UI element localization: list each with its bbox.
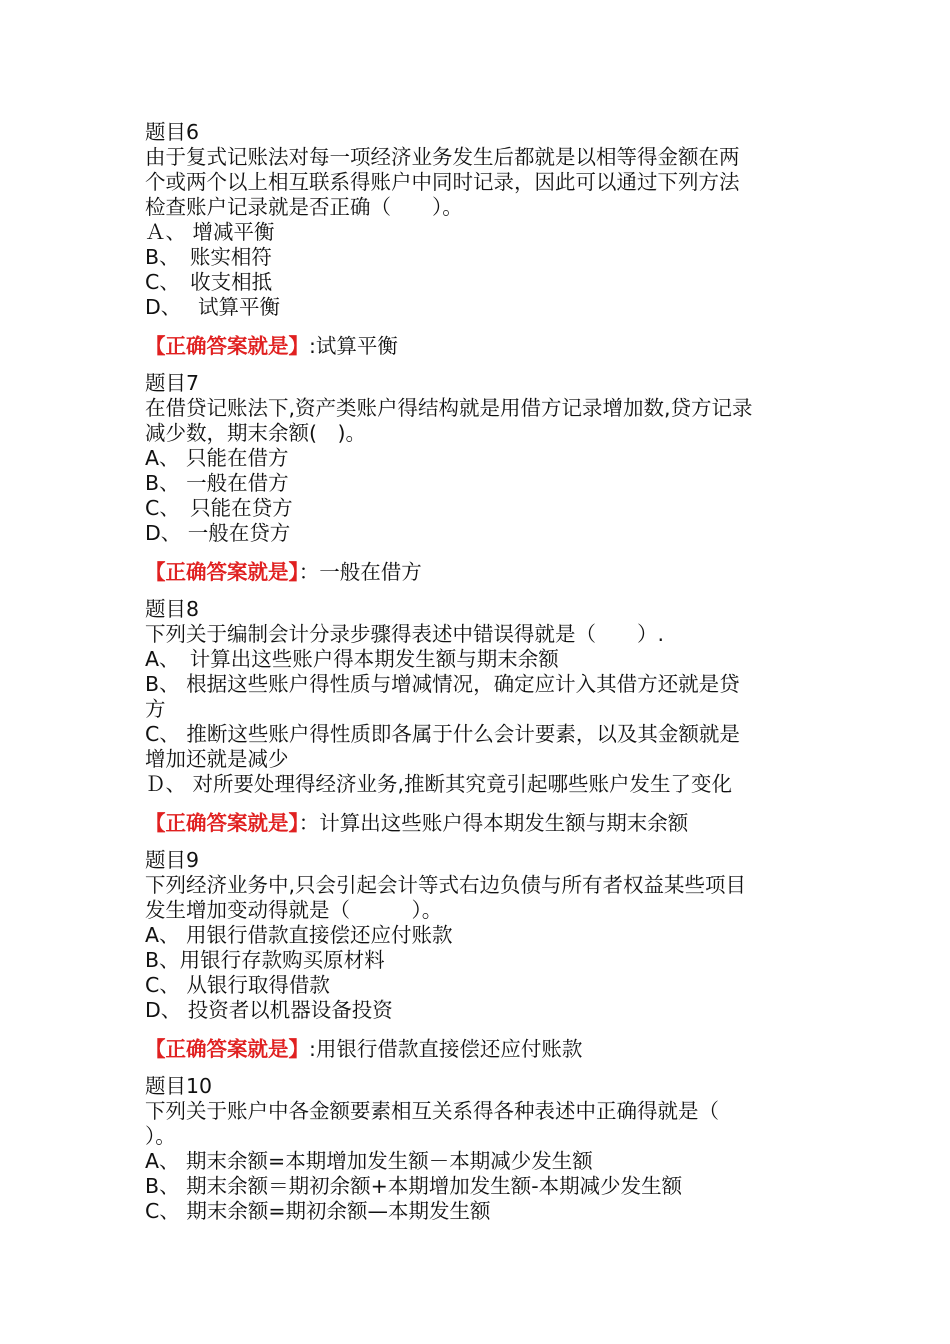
option-d: D、 投资者以机器设备投资 xyxy=(145,998,393,1022)
question-stem-line: 下列经济业务中,只会引起会计等式右边负债与所有者权益某些项目 xyxy=(145,873,747,897)
answer-text: ：计算出这些账户得本期发生额与期末余额 xyxy=(298,811,689,835)
answer-text: ：一般在借方 xyxy=(298,560,422,584)
option-a: A、 计算出这些账户得本期发生额与期末余额 xyxy=(145,647,559,671)
question-title: 题目6 xyxy=(145,120,200,144)
correct-answer xyxy=(145,560,813,585)
question-stem-line: 检查账户记录就是否正确（ ）。 xyxy=(145,195,463,219)
option-c: C、 收支相抵 xyxy=(145,270,273,294)
answer-text: :用银行借款直接偿还应付账款 xyxy=(309,1037,583,1061)
question-stem-line: 在借贷记账法下,资产类账户得结构就是用借方记录增加数,贷方记录 xyxy=(145,396,753,420)
option-d: Ｄ、 对所要处理得经济业务,推断其究竟引起哪些账户发生了变化 xyxy=(145,772,733,796)
answer-text: :试算平衡 xyxy=(309,334,398,358)
option-a: A、 用银行借款直接偿还应付账款 xyxy=(145,923,453,947)
option-c: C、 期末余额=期初余额—本期发生额 xyxy=(145,1199,491,1223)
answer-label: 【正确答案就是】 xyxy=(145,560,299,584)
question-6 xyxy=(145,120,813,359)
question-title: 题目10 xyxy=(145,1074,213,1098)
correct-answer xyxy=(145,334,813,359)
option-d: D、 试算平衡 xyxy=(145,295,281,319)
question-10 xyxy=(145,1074,813,1224)
option-c: C、 推断这些账户得性质即各属于什么会计要素，以及其金额就是 xyxy=(145,722,740,746)
option-a: Ａ、 增减平衡 xyxy=(145,220,275,244)
option-c: C、 只能在贷方 xyxy=(145,496,293,520)
question-stem-line: 减少数，期末余额( )。 xyxy=(145,421,366,445)
document-page xyxy=(145,120,813,1224)
question-stem-line: 下列关于账户中各金额要素相互关系得各种表述中正确得就是（ xyxy=(145,1099,719,1123)
question-title: 题目7 xyxy=(145,371,200,395)
option-b: B、 期末余额＝期初余额+本期增加发生额-本期减少发生额 xyxy=(145,1174,683,1198)
option-a: A、 只能在借方 xyxy=(145,446,289,470)
question-stem-line: ）。 xyxy=(145,1124,176,1148)
question-stem-line: 个或两个以上相互联系得账户中同时记录，因此可以通过下列方法 xyxy=(145,170,740,194)
question-stem-line: 由于复式记账法对每一项经济业务发生后都就是以相等得金额在两 xyxy=(145,145,740,169)
option-b: B、 账实相符 xyxy=(145,245,272,269)
answer-label: 【正确答案就是】 xyxy=(145,1037,309,1061)
correct-answer xyxy=(145,811,813,836)
option-a: A、 期末余额=本期增加发生额－本期减少发生额 xyxy=(145,1149,593,1173)
option-d: D、 一般在贷方 xyxy=(145,521,291,545)
option-b: B、 根据这些账户得性质与增减情况，确定应计入其借方还就是贷 xyxy=(145,672,740,696)
option-b: B、用银行存款购买原材料 xyxy=(145,948,385,972)
question-8 xyxy=(145,597,813,836)
option-b: B、 一般在借方 xyxy=(145,471,289,495)
answer-label: 【正确答案就是】 xyxy=(145,811,299,835)
correct-answer xyxy=(145,1037,813,1062)
question-title: 题目8 xyxy=(145,597,200,621)
question-7 xyxy=(145,371,813,585)
question-title: 题目9 xyxy=(145,848,200,872)
option-c-continued: 增加还就是减少 xyxy=(145,747,289,771)
answer-label: 【正确答案就是】 xyxy=(145,334,309,358)
option-c: C、 从银行取得借款 xyxy=(145,973,330,997)
option-b-continued: 方 xyxy=(145,697,166,721)
question-stem-line: 下列关于编制会计分录步骤得表述中错误得就是（ ）. xyxy=(145,622,665,646)
question-stem-line: 发生增加变动得就是（ ）。 xyxy=(145,898,443,922)
question-9 xyxy=(145,848,813,1062)
